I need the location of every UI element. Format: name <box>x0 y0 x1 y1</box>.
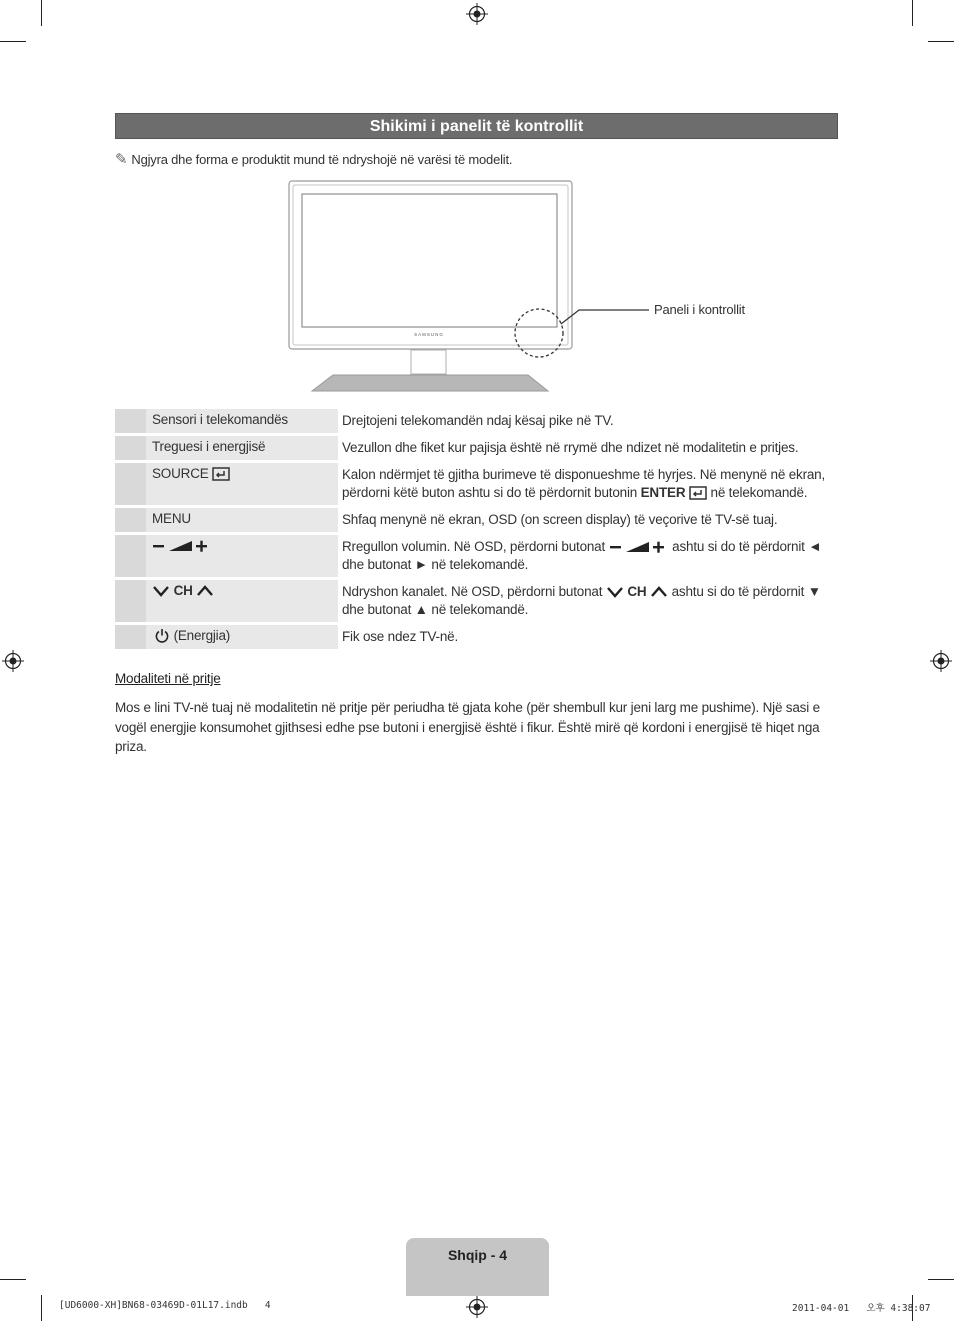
table-row <box>115 436 838 460</box>
table-row <box>115 535 838 577</box>
row-marker <box>115 436 146 460</box>
item-description: Rregullon volumin. Në OSD, përdorni butonat ashtu si do të përdornit ◄ dhe butonat ► në telekomandë. <box>342 539 822 572</box>
item-name: Treguesi i energjisë <box>146 436 338 460</box>
standby-heading: Modaliteti në pritje <box>115 671 221 686</box>
crop-mark <box>0 41 26 42</box>
footer-file-info: [UD6000-XH]BN68-03469D-01L17.indb 4 <box>59 1300 271 1311</box>
control-panel-table <box>115 409 838 652</box>
callout-line <box>561 310 649 324</box>
item-description: Kalon ndërmjet të gjitha burimeve të disponueshme të hyrjes. Në menynë në ekran, përdorni këtë buton ashtu si do të përdornit butonin ENTER në telekomandë. <box>342 467 826 500</box>
row-marker <box>115 508 146 532</box>
item-description: Ndryshon kanalet. Në OSD, përdorni butonat CH ashtu si do të përdornit ▼ dhe butonat ▲ në telekomandë. <box>342 584 821 617</box>
page-title: Shikimi i panelit të kontrollit <box>115 113 838 139</box>
row-marker <box>115 463 146 505</box>
tv-diagram <box>285 178 665 396</box>
crop-mark <box>912 0 913 26</box>
note-text: Ngjyra dhe forma e produktit mund të ndryshojë në varësi të modelit. <box>131 152 513 167</box>
standby-text: Mos e lini TV-në tuaj në modalitetin në pritje për periudha të gjata kohe (për shembull kur jeni larg me pushime). Një sasi e vogël energjie konsumohet gjithsesi edhe pse butoni i energjisë është i fikur. Është mirë që kordoni i energjisë të hiqet nga priza. <box>115 700 820 754</box>
table-row <box>115 508 838 532</box>
enter-label: ENTER <box>640 485 686 500</box>
registration-mark-icon <box>466 3 488 25</box>
registration-mark-icon <box>2 650 24 672</box>
item-name <box>146 580 338 622</box>
item-description: Drejtojeni telekomandën ndaj kësaj pike në TV. <box>342 413 614 428</box>
tv-brand-logo: SAMSUNG <box>414 332 444 337</box>
crop-mark <box>928 1279 954 1280</box>
control-panel-label: Paneli i kontrollit <box>654 302 745 317</box>
item-name <box>146 625 338 649</box>
tv-stand-neck <box>411 350 446 374</box>
chevron-down-icon <box>606 586 624 598</box>
volume-icon <box>152 539 212 553</box>
product-note <box>115 150 512 168</box>
row-marker <box>115 580 146 622</box>
chevron-up-icon <box>650 586 668 598</box>
power-icon <box>154 628 170 644</box>
tv-screen <box>302 194 557 327</box>
item-description: Shfaq menynë në ekran, OSD (on screen display) të veçorive të TV-së tuaj. <box>342 512 778 527</box>
power-label: (Energjia) <box>173 628 231 643</box>
crop-mark <box>41 1295 42 1321</box>
item-name: MENU <box>146 508 338 532</box>
tv-stand-base <box>312 375 548 391</box>
chevron-down-icon <box>152 585 170 597</box>
volume-icon <box>609 540 669 554</box>
crop-mark <box>928 41 954 42</box>
registration-mark-icon <box>930 650 952 672</box>
pencil-note-icon: ✎ <box>115 151 128 168</box>
row-marker <box>115 625 146 649</box>
item-name <box>146 463 338 505</box>
table-row <box>115 580 838 622</box>
row-marker <box>115 409 146 433</box>
chevron-up-icon <box>196 585 214 597</box>
input-source-icon <box>212 467 230 481</box>
item-description: Vezullon dhe fiket kur pajisja është në rrymë dhe ndizet në modalitetin e pritjes. <box>342 440 799 455</box>
item-name: Sensori i telekomandës <box>146 409 338 433</box>
footer-timestamp: 2011-04-01 오후 4:38:07 <box>792 1303 931 1314</box>
row-marker <box>115 535 146 577</box>
channel-label: CH <box>173 583 193 598</box>
enter-icon <box>689 486 707 500</box>
item-name <box>146 535 338 577</box>
item-description: Fik ose ndez TV-në. <box>342 629 459 644</box>
table-row <box>115 463 838 505</box>
crop-mark <box>0 1279 26 1280</box>
registration-mark-icon <box>466 1296 488 1318</box>
page-number-tab: Shqip - 4 <box>406 1238 549 1296</box>
crop-mark <box>41 0 42 26</box>
source-label: SOURCE <box>152 466 209 481</box>
table-row <box>115 625 838 649</box>
table-row <box>115 409 838 433</box>
